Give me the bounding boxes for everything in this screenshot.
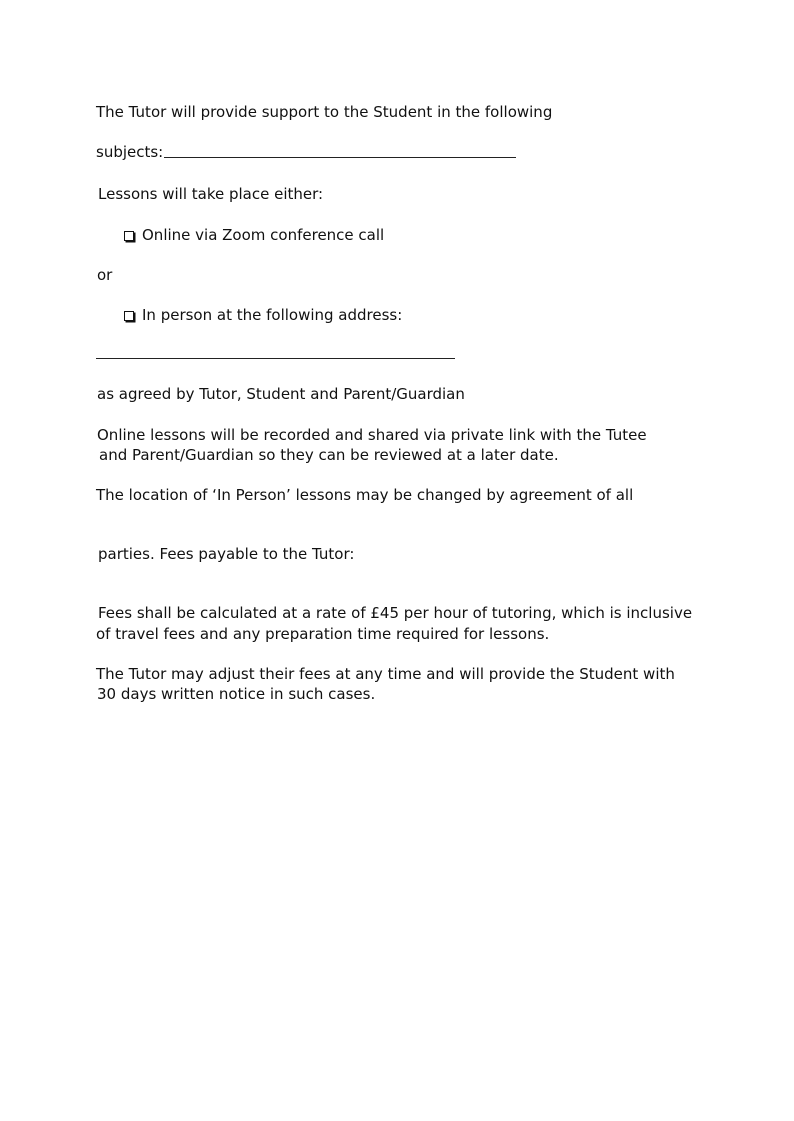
fees-text-line-2: of travel fees and any preparation time required for lessons. xyxy=(96,625,550,643)
recording-text-line-1: Online lessons will be recorded and shared via private link with the Tutee xyxy=(97,426,647,444)
lessons-intro: Lessons will take place either: xyxy=(98,185,324,203)
location-text-line-1: The location of ‘In Person’ lessons may be changed by agreement of all xyxy=(96,486,634,504)
option-online-label: Online via Zoom conference call xyxy=(142,226,385,244)
subjects-label: subjects: xyxy=(96,143,164,161)
intro-text: The Tutor will provide support to the Student in the following xyxy=(96,103,553,121)
location-text-line-2: parties. Fees payable to the Tutor: xyxy=(98,545,355,563)
or-text: or xyxy=(97,266,113,284)
online-checkbox[interactable] xyxy=(124,231,134,241)
option-in-person xyxy=(124,305,402,326)
adjust-text-line-1: The Tutor may adjust their fees at any time and will provide the Student with xyxy=(96,665,675,683)
address-field[interactable] xyxy=(96,358,455,359)
subjects-field[interactable] xyxy=(164,157,516,158)
agreed-text: as agreed by Tutor, Student and Parent/Guardian xyxy=(97,385,465,403)
in-person-checkbox[interactable] xyxy=(124,311,134,321)
option-online xyxy=(124,225,384,246)
adjust-text-line-2: 30 days written notice in such cases. xyxy=(97,685,376,703)
option-in-person-label: In person at the following address: xyxy=(142,306,403,324)
recording-text-line-2: and Parent/Guardian so they can be reviewed at a later date. xyxy=(99,446,559,464)
fees-text-line-1: Fees shall be calculated at a rate of £45 per hour of tutoring, which is inclusive xyxy=(98,604,693,622)
